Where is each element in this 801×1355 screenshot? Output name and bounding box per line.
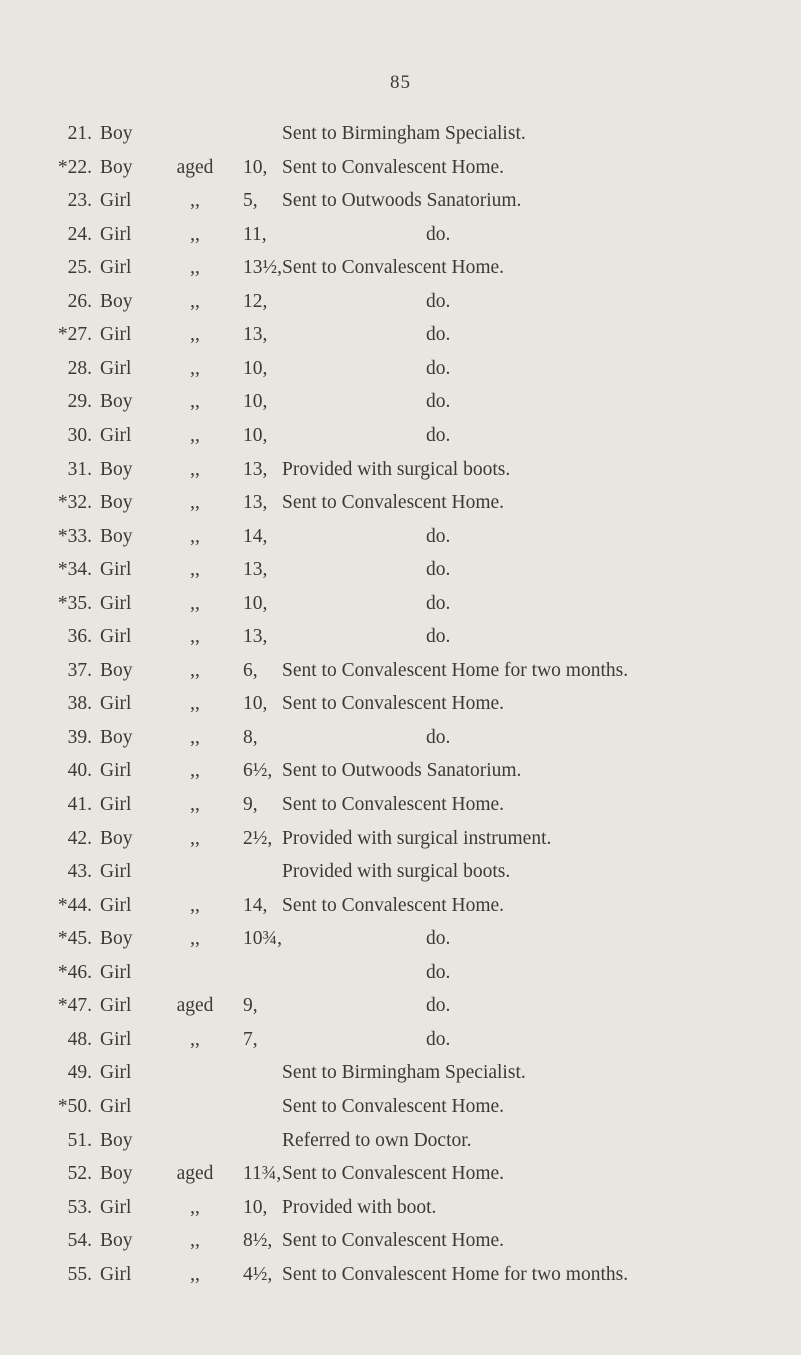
entry-number: 54.	[67, 1230, 92, 1251]
entry-note: Sent to Convalescent Home.	[282, 1096, 505, 1117]
entry-age: 13,	[243, 559, 268, 580]
entry-sex: Girl	[100, 1029, 132, 1050]
entry-number: 21.	[67, 123, 92, 144]
entry-number: *33.	[57, 526, 92, 547]
list-item	[0, 153, 801, 183]
entry-age: 10¾,	[243, 928, 282, 949]
entry-age: 10,	[243, 425, 268, 446]
entry-age: 9,	[243, 995, 258, 1016]
list-item	[0, 488, 801, 518]
entry-note: Sent to Convalescent Home for two months.	[282, 660, 629, 681]
list-item	[0, 891, 801, 921]
list-item	[0, 253, 801, 283]
entry-sex: Boy	[100, 828, 133, 849]
entry-note: do.	[426, 324, 451, 345]
entry-number: 29.	[67, 391, 92, 412]
entry-age: 13,	[243, 492, 268, 513]
entry-sex: Boy	[100, 1130, 133, 1151]
entry-number: 30.	[67, 425, 92, 446]
entry-aged: ,,	[190, 693, 200, 714]
entry-note: do.	[426, 224, 451, 245]
entry-number: 53.	[67, 1197, 92, 1218]
entry-note: Sent to Convalescent Home.	[282, 257, 505, 278]
entry-aged: aged	[176, 1163, 214, 1184]
entry-note: do.	[426, 593, 451, 614]
entry-number: 52.	[67, 1163, 92, 1184]
entry-sex: Girl	[100, 794, 132, 815]
entry-age: 4½,	[243, 1264, 273, 1285]
entry-age: 8½,	[243, 1230, 273, 1251]
list-item	[0, 320, 801, 350]
entry-sex: Girl	[100, 995, 132, 1016]
entry-note: do.	[426, 727, 451, 748]
entry-number: 48.	[67, 1029, 92, 1050]
entry-aged: ,,	[190, 459, 200, 480]
list-item	[0, 1226, 801, 1256]
entry-number: 39.	[67, 727, 92, 748]
entry-sex: Girl	[100, 358, 132, 379]
entry-age: 8,	[243, 727, 258, 748]
list-item	[0, 857, 801, 887]
entry-aged: ,,	[190, 425, 200, 446]
entry-note: do.	[426, 928, 451, 949]
entry-sex: Girl	[100, 324, 132, 345]
entry-number: 31.	[67, 459, 92, 480]
list-item	[0, 958, 801, 988]
list-item	[0, 824, 801, 854]
entry-age: 9,	[243, 794, 258, 815]
entry-age: 10,	[243, 1197, 268, 1218]
entry-sex: Girl	[100, 1264, 132, 1285]
entry-note: do.	[426, 425, 451, 446]
entry-aged: ,,	[190, 526, 200, 547]
entry-note: do.	[426, 962, 451, 983]
entry-number: 38.	[67, 693, 92, 714]
entry-age: 2½,	[243, 828, 273, 849]
entry-note: Referred to own Doctor.	[282, 1130, 472, 1151]
list-item	[0, 455, 801, 485]
entry-number: *45.	[57, 928, 92, 949]
entry-aged: ,,	[190, 1264, 200, 1285]
entry-aged: ,,	[190, 257, 200, 278]
entry-sex: Boy	[100, 1163, 133, 1184]
entry-note: Provided with surgical boots.	[282, 861, 511, 882]
entry-aged: ,,	[190, 593, 200, 614]
entry-number: *46.	[57, 962, 92, 983]
entry-sex: Girl	[100, 760, 132, 781]
entry-note: Sent to Birmingham Specialist.	[282, 1062, 526, 1083]
entry-number: 24.	[67, 224, 92, 245]
entry-sex: Boy	[100, 660, 133, 681]
entry-number: 49.	[67, 1062, 92, 1083]
entry-number: 37.	[67, 660, 92, 681]
entry-sex: Boy	[100, 391, 133, 412]
entry-number: 43.	[67, 861, 92, 882]
entry-aged: ,,	[190, 727, 200, 748]
entry-aged: ,,	[190, 324, 200, 345]
entry-sex: Boy	[100, 1230, 133, 1251]
entry-note: Provided with boot.	[282, 1197, 437, 1218]
entry-aged: ,,	[190, 391, 200, 412]
entry-aged: ,,	[190, 760, 200, 781]
list-item	[0, 186, 801, 216]
entry-sex: Boy	[100, 291, 133, 312]
entry-age: 13,	[243, 459, 268, 480]
entry-sex: Girl	[100, 861, 132, 882]
entry-aged: ,,	[190, 895, 200, 916]
entry-aged: ,,	[190, 291, 200, 312]
entry-sex: Boy	[100, 492, 133, 513]
list-item	[0, 1126, 801, 1156]
list-item	[0, 656, 801, 686]
list-item	[0, 1260, 801, 1290]
page-number: 85	[390, 72, 411, 93]
entry-aged: ,,	[190, 660, 200, 681]
list-item	[0, 589, 801, 619]
entry-age: 10,	[243, 358, 268, 379]
entry-sex: Girl	[100, 224, 132, 245]
entry-aged: ,,	[190, 928, 200, 949]
entry-number: 25.	[67, 257, 92, 278]
entry-aged: ,,	[190, 559, 200, 580]
entry-note: Sent to Convalescent Home.	[282, 492, 505, 513]
entry-age: 11¾,	[243, 1163, 282, 1184]
list-item	[0, 421, 801, 451]
entry-number: *35.	[57, 593, 92, 614]
list-item	[0, 924, 801, 954]
entry-sex: Boy	[100, 123, 133, 144]
entry-aged: ,,	[190, 1230, 200, 1251]
entry-number: *32.	[57, 492, 92, 513]
entry-sex: Boy	[100, 157, 133, 178]
entry-age: 7,	[243, 1029, 258, 1050]
entry-age: 13,	[243, 626, 268, 647]
entry-number: 23.	[67, 190, 92, 211]
entry-sex: Boy	[100, 928, 133, 949]
entry-aged: ,,	[190, 794, 200, 815]
entry-sex: Girl	[100, 626, 132, 647]
entry-age: 14,	[243, 526, 268, 547]
entry-number: *50.	[57, 1096, 92, 1117]
list-item	[0, 1159, 801, 1189]
list-item	[0, 220, 801, 250]
entry-note: Sent to Convalescent Home.	[282, 1163, 505, 1184]
entry-note: Sent to Convalescent Home for two months.	[282, 1264, 629, 1285]
list-item	[0, 354, 801, 384]
entry-number: 41.	[67, 794, 92, 815]
entry-age: 11,	[243, 224, 267, 245]
entry-note: do.	[426, 391, 451, 412]
entry-age: 13½,	[243, 257, 282, 278]
entry-note: do.	[426, 626, 451, 647]
entry-number: 36.	[67, 626, 92, 647]
entry-number: 40.	[67, 760, 92, 781]
entry-note: do.	[426, 358, 451, 379]
entry-age: 10,	[243, 693, 268, 714]
entry-sex: Boy	[100, 727, 133, 748]
entry-number: *44.	[57, 895, 92, 916]
entry-sex: Girl	[100, 559, 132, 580]
list-item	[0, 119, 801, 149]
entry-sex: Girl	[100, 1197, 132, 1218]
entry-aged: aged	[176, 995, 214, 1016]
entry-sex: Girl	[100, 190, 132, 211]
list-item	[0, 756, 801, 786]
list-item	[0, 1092, 801, 1122]
entry-age: 10,	[243, 157, 268, 178]
list-item	[0, 689, 801, 719]
entry-age: 13,	[243, 324, 268, 345]
entry-number: *34.	[57, 559, 92, 580]
entry-note: do.	[426, 559, 451, 580]
entry-number: *27.	[57, 324, 92, 345]
list-item	[0, 991, 801, 1021]
list-item	[0, 522, 801, 552]
entry-note: Sent to Convalescent Home.	[282, 1230, 505, 1251]
entry-sex: Girl	[100, 257, 132, 278]
list-item	[0, 287, 801, 317]
entry-aged: ,,	[190, 224, 200, 245]
entry-aged: ,,	[190, 190, 200, 211]
list-item	[0, 790, 801, 820]
entry-number: 42.	[67, 828, 92, 849]
entry-sex: Girl	[100, 962, 132, 983]
entry-note: Sent to Convalescent Home.	[282, 794, 505, 815]
list-item	[0, 387, 801, 417]
entry-note: Sent to Birmingham Specialist.	[282, 123, 526, 144]
entry-aged: aged	[176, 157, 214, 178]
entry-sex: Girl	[100, 593, 132, 614]
entry-note: Sent to Convalescent Home.	[282, 895, 505, 916]
entry-number: 55.	[67, 1264, 92, 1285]
list-item	[0, 622, 801, 652]
entry-number: 26.	[67, 291, 92, 312]
entry-age: 10,	[243, 593, 268, 614]
entry-age: 6½,	[243, 760, 273, 781]
entry-sex: Girl	[100, 895, 132, 916]
list-item	[0, 1193, 801, 1223]
entry-sex: Girl	[100, 693, 132, 714]
entry-note: Sent to Convalescent Home.	[282, 157, 505, 178]
entry-note: Sent to Convalescent Home.	[282, 693, 505, 714]
entry-sex: Girl	[100, 425, 132, 446]
entry-note: do.	[426, 995, 451, 1016]
entry-age: 10,	[243, 391, 268, 412]
entry-note: do.	[426, 291, 451, 312]
entry-age: 6,	[243, 660, 258, 681]
entry-note: Sent to Outwoods Sanatorium.	[282, 760, 522, 781]
entry-sex: Girl	[100, 1062, 132, 1083]
entry-aged: ,,	[190, 358, 200, 379]
list-item	[0, 1025, 801, 1055]
entry-aged: ,,	[190, 492, 200, 513]
entry-note: do.	[426, 526, 451, 547]
list-item	[0, 555, 801, 585]
entry-age: 12,	[243, 291, 268, 312]
entry-age: 14,	[243, 895, 268, 916]
list-item	[0, 1058, 801, 1088]
entry-note: Provided with surgical instrument.	[282, 828, 552, 849]
entry-number: *47.	[57, 995, 92, 1016]
entry-note: Sent to Outwoods Sanatorium.	[282, 190, 522, 211]
list-item	[0, 723, 801, 753]
entry-number: 28.	[67, 358, 92, 379]
entry-number: 51.	[67, 1130, 92, 1151]
entry-aged: ,,	[190, 626, 200, 647]
entry-aged: ,,	[190, 1029, 200, 1050]
entry-sex: Boy	[100, 459, 133, 480]
entry-sex: Boy	[100, 526, 133, 547]
entry-aged: ,,	[190, 1197, 200, 1218]
entry-number: *22.	[57, 157, 92, 178]
entry-age: 5,	[243, 190, 258, 211]
entry-note: do.	[426, 1029, 451, 1050]
entry-aged: ,,	[190, 828, 200, 849]
entry-note: Provided with surgical boots.	[282, 459, 511, 480]
entry-sex: Girl	[100, 1096, 132, 1117]
